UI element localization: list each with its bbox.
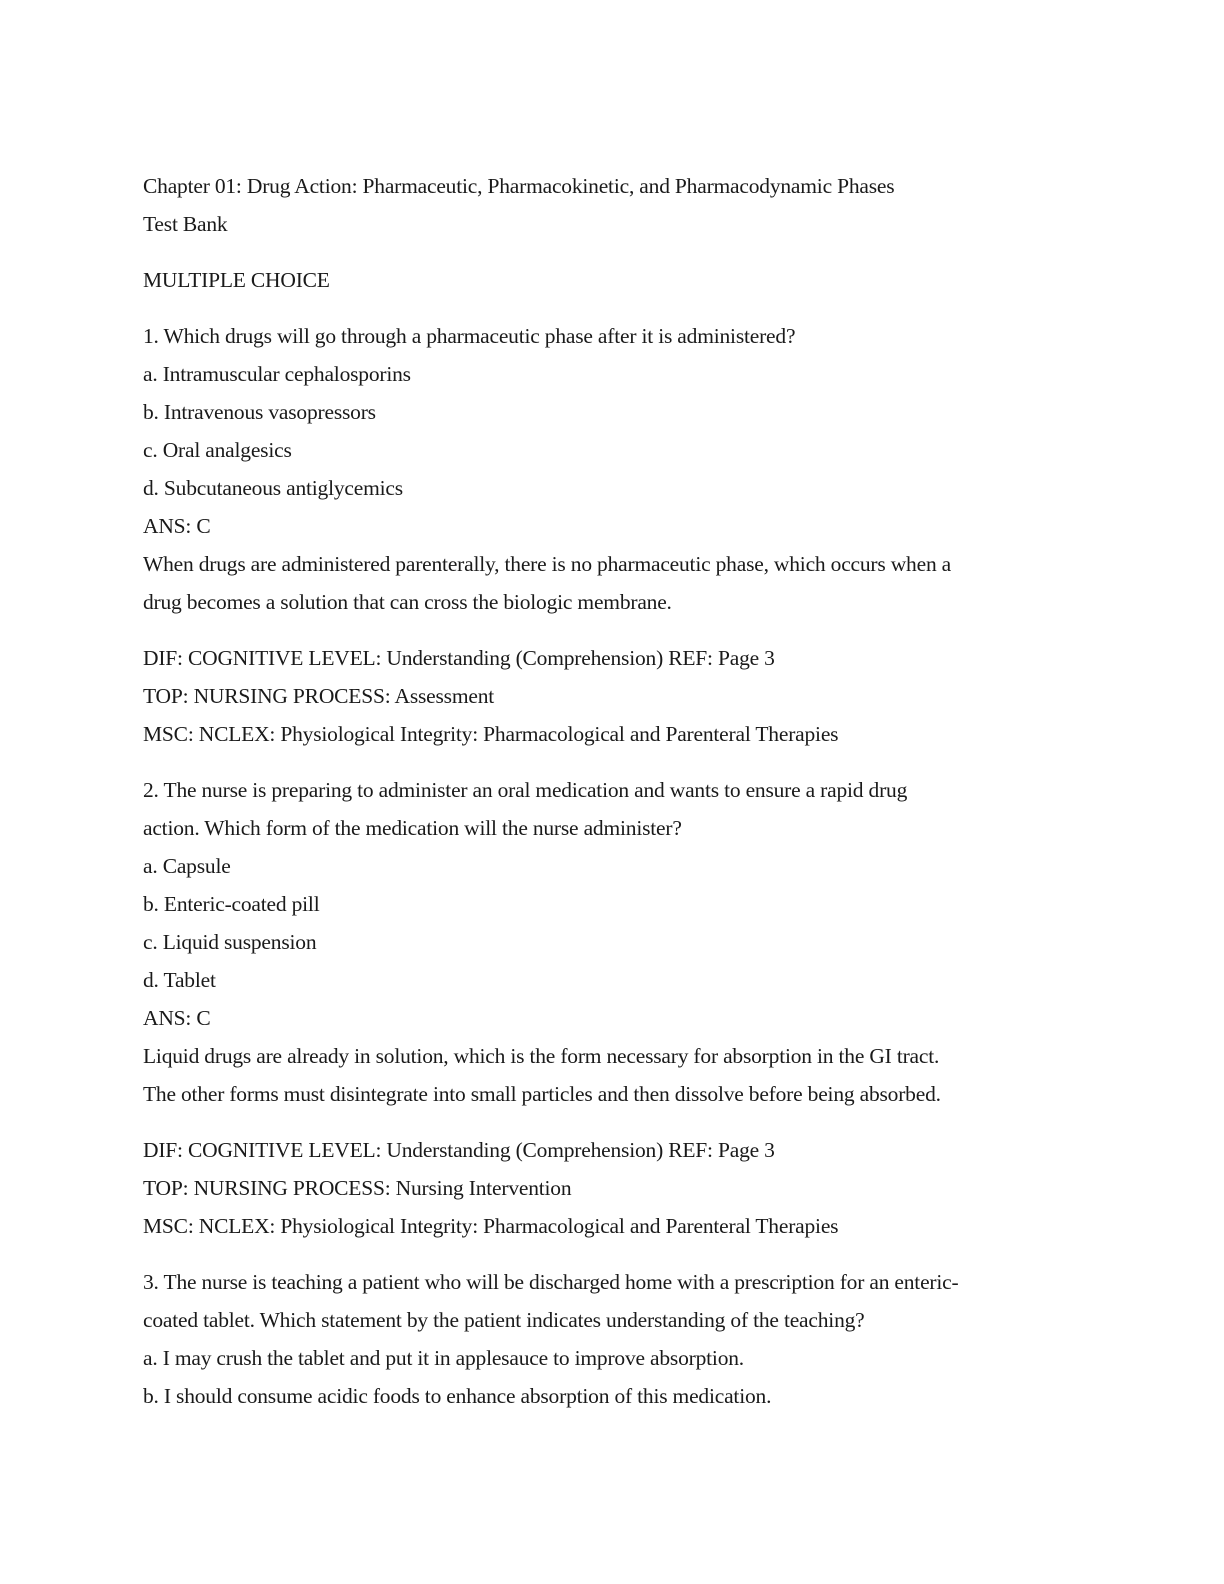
option-a: a. Intramuscular cephalosporins	[143, 362, 411, 386]
option-a: a. Capsule	[143, 854, 231, 878]
answer: ANS: C	[143, 1006, 211, 1030]
option-d: d. Subcutaneous antiglycemics	[143, 476, 403, 500]
difficulty-meta: DIF: COGNITIVE LEVEL: Understanding (Comprehension) REF: Page 3	[143, 646, 775, 670]
question-stem: action. Which form of the medication will the nurse administer?	[143, 816, 682, 840]
topic-meta: TOP: NURSING PROCESS: Assessment	[143, 684, 495, 708]
topic-meta: TOP: NURSING PROCESS: Nursing Intervention	[143, 1176, 572, 1200]
option-c: c. Oral analgesics	[143, 438, 292, 462]
answer: ANS: C	[143, 514, 211, 538]
option-b: b. Intravenous vasopressors	[143, 400, 376, 424]
question-stem: 3. The nurse is teaching a patient who will be discharged home with a prescription for an enteric-	[143, 1270, 959, 1294]
rationale-line: When drugs are administered parenterally, there is no pharmaceutic phase, which occurs when a	[143, 552, 952, 576]
rationale-line: drug becomes a solution that can cross the biologic membrane.	[143, 590, 672, 614]
chapter-title: Chapter 01: Drug Action: Pharmaceutic, Pharmacokinetic, and Pharmacodynamic Phases	[143, 174, 895, 198]
document-subtitle: Test Bank	[143, 212, 228, 236]
difficulty-meta: DIF: COGNITIVE LEVEL: Understanding (Comprehension) REF: Page 3	[143, 1138, 775, 1162]
option-c: c. Liquid suspension	[143, 930, 317, 954]
rationale-line: Liquid drugs are already in solution, which is the form necessary for absorption in the GI tract.	[143, 1044, 940, 1068]
option-a: a. I may crush the tablet and put it in applesauce to improve absorption.	[143, 1346, 744, 1370]
question-stem: coated tablet. Which statement by the patient indicates understanding of the teaching?	[143, 1308, 865, 1332]
option-b: b. Enteric-coated pill	[143, 892, 320, 916]
question-stem: 1. Which drugs will go through a pharmaceutic phase after it is administered?	[143, 324, 796, 348]
section-heading: MULTIPLE CHOICE	[143, 268, 330, 292]
option-d: d. Tablet	[143, 968, 216, 992]
question-stem: 2. The nurse is preparing to administer an oral medication and wants to ensure a rapid drug	[143, 778, 908, 802]
option-b: b. I should consume acidic foods to enhance absorption of this medication.	[143, 1384, 772, 1408]
misc-meta: MSC: NCLEX: Physiological Integrity: Pharmacological and Parenteral Therapies	[143, 722, 839, 746]
misc-meta: MSC: NCLEX: Physiological Integrity: Pharmacological and Parenteral Therapies	[143, 1214, 839, 1238]
rationale-line: The other forms must disintegrate into small particles and then dissolve before being absorbed.	[143, 1082, 941, 1106]
